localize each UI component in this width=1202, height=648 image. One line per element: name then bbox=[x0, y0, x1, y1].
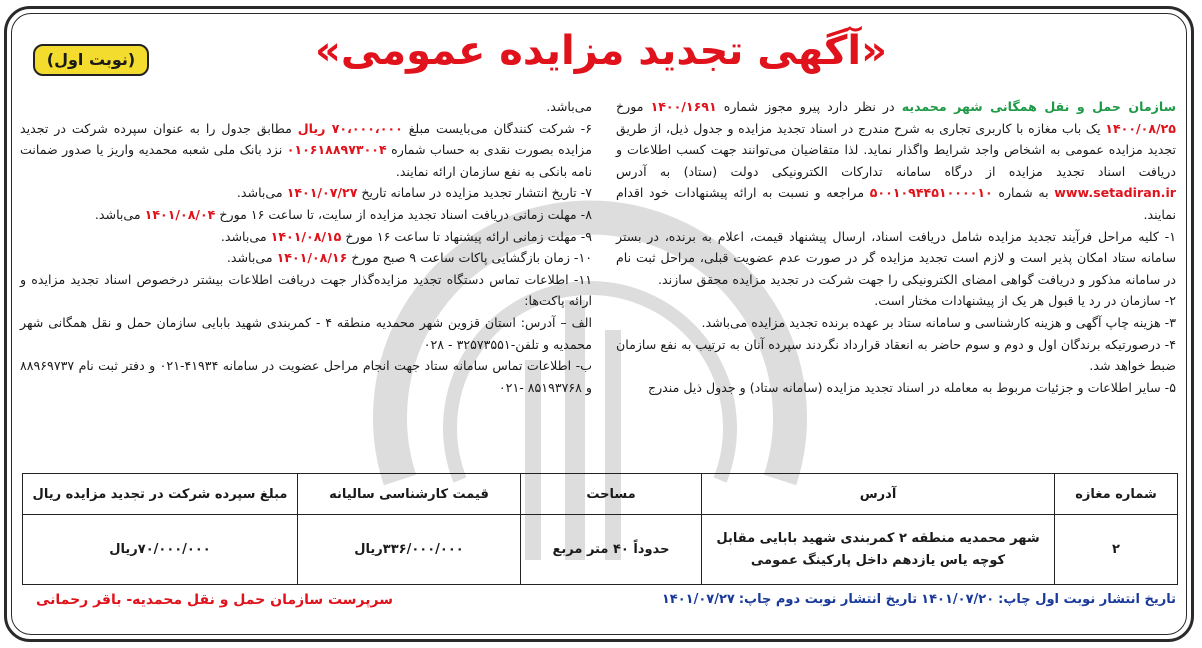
item-8 bbox=[20, 204, 592, 226]
continuation: می‌باشد. bbox=[546, 99, 592, 114]
table-row bbox=[23, 515, 1178, 585]
header-deposit: مبلغ سپرده شرکت در تجدید مزایده ریال bbox=[23, 474, 298, 515]
page-title: «آگهی تجدید مزایده عمومی» bbox=[315, 28, 887, 74]
account-number: ۰۱۰۶۱۸۸۹۷۳۰۰۴ bbox=[286, 142, 387, 158]
edition-badge: (نوبت اول) bbox=[33, 44, 149, 76]
permit-date: ۱۴۰۰/۰۸/۲۵ bbox=[1105, 120, 1176, 136]
intro-text-5: مراجعه و نسبت به ارائه پیشنهادات خود اقدام نمایند. bbox=[616, 185, 1176, 222]
cell-shop-number: ۲ bbox=[1055, 515, 1178, 585]
signature: سرپرست سازمان حمل و نقل محمدیه- باقر رحمانی bbox=[36, 592, 393, 608]
deposit-amount: ۷۰،۰۰۰،۰۰۰ ریال bbox=[297, 120, 403, 136]
cell-address bbox=[702, 515, 1055, 585]
seta-number: ۵۰۰۱۰۹۴۴۵۱۰۰۰۰۱۰ bbox=[869, 185, 993, 201]
intro-paragraph bbox=[616, 96, 1176, 226]
opening-date: ۱۴۰۱/۰۸/۱۶ bbox=[276, 250, 348, 266]
left-column bbox=[20, 96, 592, 398]
item-8-text-a: ۸- مهلت زمانی دریافت اسناد تجدید مزایده از سایت، تا ساعت ۱۶ مورخ bbox=[215, 206, 592, 222]
second-print-label: تاریخ انتشار نوبت دوم چاپ: bbox=[738, 592, 918, 607]
address-line-2: کوچه یاس یازدهم داخل پارکینگ عمومی bbox=[750, 552, 1006, 568]
item-11: ۱۱- اطلاعات تماس دستگاه تجدید مزایده‌گذار جهت دریافت اطلاعات بیشتر درخصوص اسناد تجدید مزایده و ارائه پاکت‌ها: bbox=[20, 271, 592, 309]
item-2: ۲- سازمان در رد یا قبول هر یک از پیشنهادات مختار است. bbox=[874, 293, 1176, 309]
item-6-text-b: مطابق جدول را به عنوان سپرده شرکت در تجدید مزایده بصورت نقدی به حساب شماره bbox=[20, 120, 592, 158]
cell-price: ۳۳۶/۰۰۰/۰۰۰ریال bbox=[298, 515, 521, 585]
intro-text-3: یک باب مغازه با کاربری تجاری به شرح مندرج در اسناد تجدید مزایده و جدول ذیل، از طریق تجدید مزایده عمومی به اشخاص واجد شرایط واگذار نماید. لذا متقاضیان می‌توانند جهت کسب اطلاعات و دریافت اسناد تجدید مزایده از درگاه سامانه تدارکات الکترونیکی دولت (ستاد) به آدرس bbox=[616, 120, 1176, 179]
item-3: ۳- هزینه چاپ آگهی و هزینه کارشناسی و سامانه ستاد بر عهده برنده تجدید مزایده می‌باشد. bbox=[701, 314, 1176, 330]
header-area: مساحت bbox=[521, 474, 702, 515]
publication-dates bbox=[658, 592, 1176, 607]
contact-seta: ب- اطلاعات تماس سامانه ستاد جهت انجام مراحل عضویت در سامانه ۴۱۹۳۴-۰۲۱ و دفتر ثبت نام ۸۸۹۶۹۷۳۷ و ۸۵۱۹۳۷۶۸ -۰۲۱ bbox=[20, 358, 592, 395]
header-shop-number: شماره مغازه bbox=[1055, 474, 1178, 515]
documents-deadline: ۱۴۰۱/۰۸/۰۴ bbox=[144, 206, 216, 222]
header-address: آدرس bbox=[702, 474, 1055, 515]
item-9-text-a: ۹- مهلت زمانی ارائه پیشنهاد تا ساعت ۱۶ مورخ bbox=[341, 228, 592, 244]
item-9-text-b: می‌باشد. bbox=[220, 228, 271, 244]
item-10 bbox=[20, 247, 592, 269]
intro-text-4: به شماره bbox=[992, 185, 1055, 201]
cell-deposit: ۷۰/۰۰۰/۰۰۰ریال bbox=[23, 515, 298, 585]
intro-text-2: مورخ bbox=[616, 99, 651, 114]
right-column bbox=[616, 96, 1176, 398]
second-print-date: ۱۴۰۱/۰۷/۲۷ bbox=[661, 592, 735, 607]
item-4: ۴- درصورتیکه برندگان اول و دوم و سوم حاضر به انعقاد قرارداد نگردند سپرده آنان به ترتیب به نفع سازمان ضبط خواهد شد. bbox=[616, 336, 1176, 374]
item-7-text-a: ۷- تاریخ انتشار تجدید مزایده در سامانه تاریخ bbox=[357, 185, 592, 201]
cell-area: حدوداً ۴۰ متر مربع bbox=[521, 515, 702, 585]
item-6-text-a: ۶- شرکت کنندگان می‌بایست مبلغ bbox=[402, 120, 592, 136]
proposal-deadline: ۱۴۰۱/۰۸/۱۵ bbox=[270, 228, 342, 244]
organization-name: سازمان حمل و نقل همگانی شهر محمدیه bbox=[901, 99, 1176, 114]
item-9 bbox=[20, 226, 592, 248]
item-6-text-c: نزد بانک ملی شعبه محمدیه واریز یا صدور ضمانت نامه بانکی به نفع سازمان ارائه نمایند. bbox=[20, 142, 592, 179]
item-7 bbox=[20, 182, 592, 204]
item-1: ۱- کلیه مراحل فرآیند تجدید مزایده شامل دریافت اسناد، ارسال پیشنهاد قیمت، اعلام به برنده، در بستر سامانه ستاد امکان پذیر است و لازم است تجدید مزایده گر در صورت عدم عضویت قبلی، مراحل ثبت نام در سامانه مذکور و دریافت گواهی امضای الکترونیکی را جهت شرکت در تجدید مزایده محقق سازند. bbox=[616, 228, 1176, 287]
item-10-text-b: می‌باشد. bbox=[226, 250, 277, 266]
item-7-text-b: می‌باشد. bbox=[236, 185, 287, 201]
permit-number: ۱۴۰۰/۱۶۹۱ bbox=[650, 99, 717, 114]
item-6 bbox=[20, 118, 592, 183]
website-link[interactable]: www.setadiran.ir bbox=[1054, 185, 1176, 201]
publish-date: ۱۴۰۱/۰۷/۲۷ bbox=[286, 185, 358, 201]
first-print-label: تاریخ انتشار نوبت اول چاپ: bbox=[998, 592, 1176, 607]
item-5: ۵- سایر اطلاعات و جزئیات مربوط به معامله در اسناد تجدید مزایده (سامانه ستاد) و جدول ذیل مندرج bbox=[647, 379, 1176, 395]
contact-address: الف – آدرس: استان قزوین شهر محمدیه منطقه ۴ - کمربندی شهید بابایی سازمان حمل و نقل همگانی شهر محمدیه و تلفن-۳۲۵۷۳۵۵۱ - ۰۲۸ bbox=[20, 314, 592, 352]
item-8-text-b: می‌باشد. bbox=[94, 206, 145, 222]
table-header-row bbox=[23, 474, 1178, 515]
header-price: قیمت کارشناسی سالیانه bbox=[298, 474, 521, 515]
item-10-text-a: ۱۰- زمان بازگشایی پاکات ساعت ۹ صبح مورخ bbox=[347, 250, 592, 266]
intro-text-1: در نظر دارد پیرو مجوز شماره bbox=[716, 99, 902, 114]
shops-table bbox=[22, 473, 1178, 585]
address-line-1: شهر محمدیه منطقه ۲ کمربندی شهید بابایی مقابل bbox=[716, 530, 1040, 546]
first-print-date: ۱۴۰۱/۰۷/۲۰ bbox=[921, 592, 995, 607]
